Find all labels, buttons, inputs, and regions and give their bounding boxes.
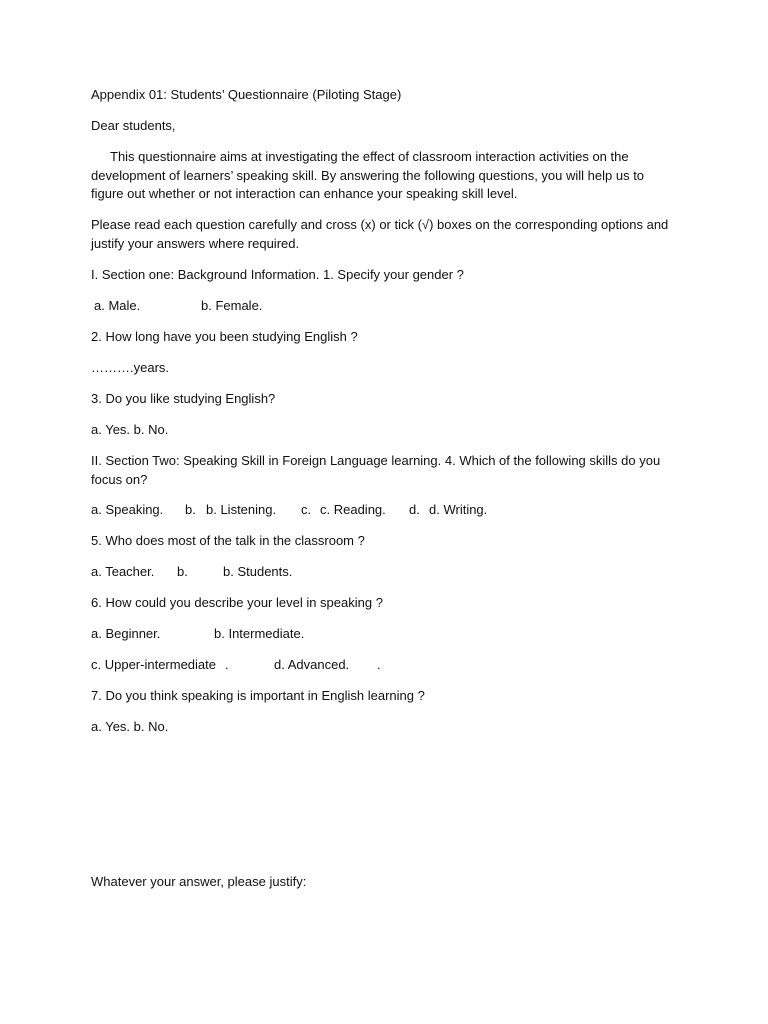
question-3: 3. Do you like studying English? [91,391,276,406]
option-beginner: a. Beginner. [91,626,161,641]
section-one-question-1: I. Section one: Background Information. 1. Specify your gender ? [91,267,464,282]
option-students: b. Students. [223,564,293,579]
question-7-options: a. Yes. b. No. [91,719,169,734]
option-writing: d. Writing. [429,502,488,517]
intro-paragraph: This questionnaire aims at investigating the effect of classroom interaction activities on the development of learners’ speaking skill. By answering the following questions, you will help us to figure out whether or not interaction can enhance your speaking skill level. [91,149,645,201]
option-upper-intermediate: c. Upper-intermediate [91,657,216,672]
option-speaking: a. Speaking. [91,502,164,517]
option-intermediate: b. Intermediate. [214,626,305,641]
option-marker-b: b. [185,502,196,517]
greeting: Dear students, [91,118,176,133]
section-two-question-4: II. Section Two: Speaking Skill in Foreign Language learning. 4. Which of the following skills do you focus on? [91,453,661,487]
option-male: a. Male. [94,298,141,313]
option-marker-b: b. [177,564,188,579]
justify-prompt: Whatever your answer, please justify: [91,874,307,889]
document-title: Appendix 01: Students’ Questionnaire (Piloting Stage) [91,87,402,102]
option-marker-c: c. [301,502,312,517]
option-dot: . [225,657,229,672]
question-7: 7. Do you think speaking is important in English learning ? [91,688,425,703]
option-dot: . [377,657,381,672]
question-2: 2. How long have you been studying English ? [91,329,358,344]
instructions-paragraph: Please read each question carefully and cross (x) or tick (√) boxes on the corresponding options and justify your answers where required. [91,217,669,251]
question-3-options: a. Yes. b. No. [91,422,169,437]
question-2-answer-blank: ……….years. [91,360,170,375]
option-listening: b. Listening. [206,502,277,517]
option-advanced: d. Advanced. [274,657,350,672]
option-teacher: a. Teacher. [91,564,155,579]
question-5: 5. Who does most of the talk in the classroom ? [91,533,365,548]
option-female: b. Female. [201,298,263,313]
question-6: 6. How could you describe your level in speaking ? [91,595,383,610]
option-marker-d: d. [409,502,420,517]
option-reading: c. Reading. [320,502,386,517]
